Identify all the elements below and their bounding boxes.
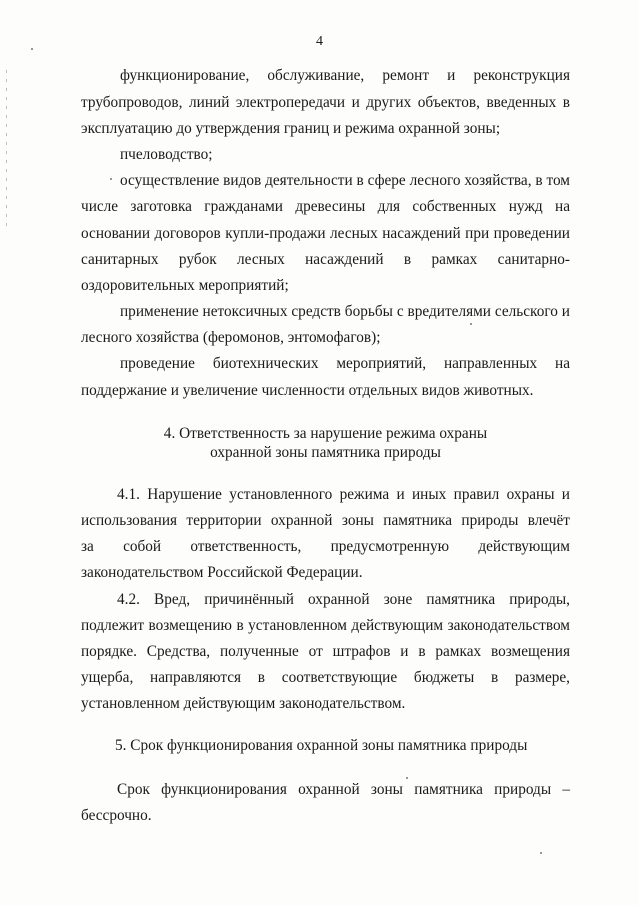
list-item-line: основании договоров купли-продажи лесных насаждений при проведении <box>81 225 570 242</box>
list-item-line: применение нетоксичных средств борьбы с вредителями сельского и <box>120 303 570 320</box>
section-4-heading: охранной зоны памятника природы <box>210 444 441 461</box>
paragraph-4-2-line: установленном действующим законодательством. <box>81 695 406 712</box>
list-item-line: санитарных рубок лесных насаждений в рамках санитарно- <box>81 251 570 268</box>
scan-speck <box>470 323 472 325</box>
list-item-line: осуществление видов деятельности в сфере лесного хозяйства, в том <box>120 172 570 189</box>
paragraph-4-1-line: законодательством Российской Федерации. <box>81 564 363 581</box>
list-item-line: проведение биотехнических мероприятий, направленных на <box>120 355 570 372</box>
list-item-line: поддержание и увеличение численности отдельных видов животных. <box>81 382 534 399</box>
list-item-line: трубопроводов, линий электропередачи и других объектов, введенных в <box>81 94 570 111</box>
list-item-line: лесного хозяйства (феромонов, энтомофагов); <box>81 329 381 346</box>
paragraph-5-line: бессрочно. <box>81 807 152 824</box>
scan-speck <box>540 852 542 854</box>
section-4-heading: 4. Ответственность за нарушение режима охраны <box>163 425 488 442</box>
paragraph-4-2-line: порядке. Средства, полученные от штрафов и в рамках возмещения <box>81 643 570 660</box>
paragraph-4-2-line: 4.2. Вред, причинённый охранной зоне памятника природы, <box>117 591 570 608</box>
list-item-line: оздоровительных мероприятий; <box>81 277 289 294</box>
paragraph-4-1-line: за собой ответственность, предусмотренную действующим <box>81 538 570 555</box>
paragraph-4-2-line: подлежит возмещению в установленном действующим законодательством <box>81 617 570 634</box>
scan-fold-mark <box>6 70 7 230</box>
scan-speck <box>110 178 112 180</box>
list-item-line: функционирование, обслуживание, ремонт и реконструкция <box>120 67 570 84</box>
paragraph-4-1-line: использования территории охранной зоны памятника природы влечёт <box>81 512 570 529</box>
list-item-line: эксплуатацию до утверждения границ и режима охранной зоны; <box>81 120 501 137</box>
list-item-line: числе заготовка гражданами древесины для собственных нужд на <box>81 198 570 215</box>
paragraph-4-1-line: 4.1. Нарушение установленного режима и иных правил охраны и <box>117 486 570 503</box>
scan-speck <box>406 777 408 779</box>
paragraph-4-2-line: ущерба, направляются в соответствующие бюджеты в размере, <box>81 669 570 686</box>
section-5-heading: 5. Срок функционирования охранной зоны памятника природы <box>115 737 528 754</box>
page-number: 4 <box>316 34 323 49</box>
paragraph-5-line: Срок функционирования охранной зоны памятника природы – <box>117 781 570 798</box>
list-item-line: пчеловодство; <box>120 146 213 163</box>
